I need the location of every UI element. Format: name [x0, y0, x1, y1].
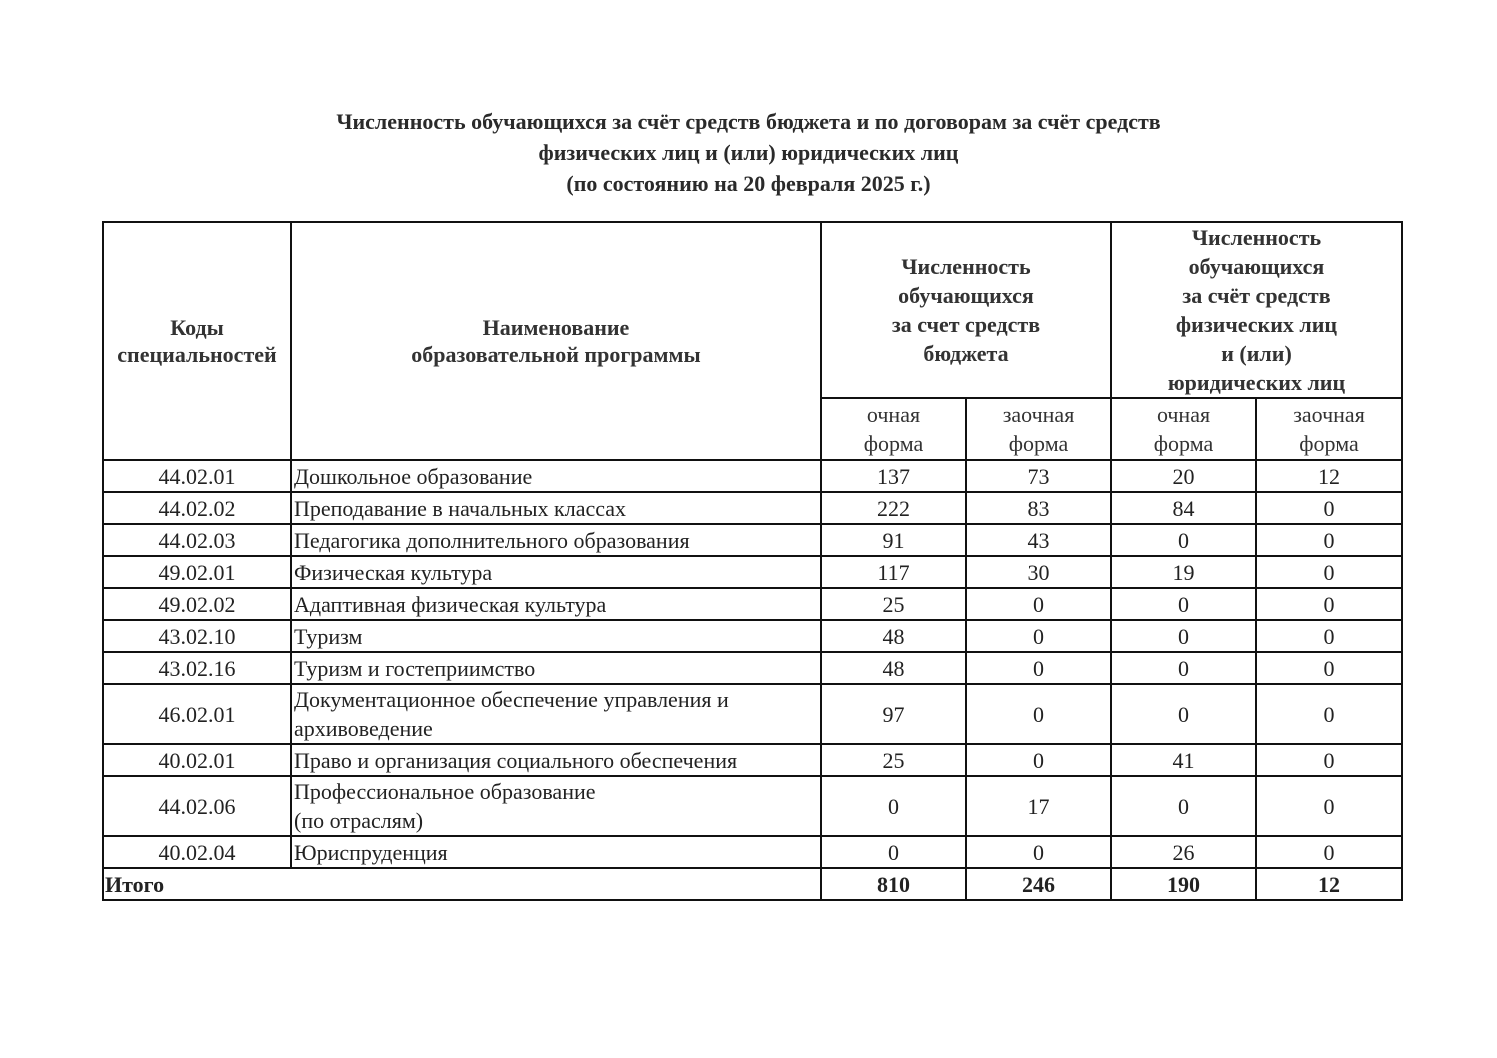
specialty-code: 43.02.16 — [103, 652, 291, 684]
program-name-line: Право и организация социального обеспечения — [294, 747, 738, 773]
header-paid-line: юридических лиц — [1167, 370, 1346, 395]
budget-part-time-count: 83 — [966, 492, 1111, 524]
budget-full-time-count: 48 — [821, 652, 966, 684]
total-row — [103, 868, 1402, 900]
header-name-line: Наименование — [482, 315, 630, 340]
budget-full-time-count: 137 — [821, 460, 966, 492]
table-row — [103, 684, 1402, 744]
total-paid-full-time: 190 — [1111, 868, 1256, 900]
table-row — [103, 744, 1402, 776]
paid-full-time-count: 19 — [1111, 556, 1256, 588]
program-name — [291, 524, 821, 556]
paid-part-time-count: 0 — [1256, 652, 1402, 684]
paid-part-time-count: 0 — [1256, 620, 1402, 652]
budget-part-time-count: 0 — [966, 836, 1111, 868]
paid-full-time-count: 41 — [1111, 744, 1256, 776]
budget-part-time-count: 30 — [966, 556, 1111, 588]
paid-full-time-count: 0 — [1111, 620, 1256, 652]
total-budget-full-time: 810 — [821, 868, 966, 900]
program-name-line: архивоведение — [294, 716, 433, 741]
budget-part-time-count: 0 — [966, 588, 1111, 620]
header-paid-line: Численность — [1191, 225, 1322, 250]
paid-part-time-count: 0 — [1256, 836, 1402, 868]
table-row — [103, 492, 1402, 524]
program-name — [291, 460, 821, 492]
program-name-line: Дошкольное образование — [294, 463, 533, 489]
paid-full-time-count: 0 — [1111, 524, 1256, 556]
program-name-line: Преподавание в начальных классах — [294, 495, 627, 521]
header-sub-line: форма — [1008, 431, 1069, 456]
program-name — [291, 776, 821, 836]
table-row — [103, 776, 1402, 836]
specialty-code: 44.02.06 — [103, 776, 291, 836]
header-sub-line: очная — [866, 402, 921, 427]
program-name — [291, 556, 821, 588]
budget-full-time-count: 25 — [821, 588, 966, 620]
header-program-name — [291, 222, 821, 460]
budget-full-time-count: 91 — [821, 524, 966, 556]
document-title — [0, 106, 1497, 199]
total-paid-part-time: 12 — [1256, 868, 1402, 900]
paid-part-time-count: 0 — [1256, 684, 1402, 744]
header-sub-line: очная — [1156, 402, 1211, 427]
header-paid-line: физических лиц — [1175, 312, 1338, 337]
program-name — [291, 588, 821, 620]
table-row — [103, 524, 1402, 556]
title-line-2: физических лиц и (или) юридических лиц — [538, 140, 959, 165]
program-name-line: Физическая культура — [294, 559, 493, 585]
table-row — [103, 460, 1402, 492]
budget-part-time-count: 43 — [966, 524, 1111, 556]
specialty-code: 43.02.10 — [103, 620, 291, 652]
paid-full-time-count: 0 — [1111, 588, 1256, 620]
program-name — [291, 492, 821, 524]
program-name — [291, 652, 821, 684]
students-table — [102, 221, 1403, 901]
header-codes-line: специальностей — [117, 342, 277, 367]
program-name — [291, 744, 821, 776]
table-row — [103, 588, 1402, 620]
paid-full-time-count: 0 — [1111, 652, 1256, 684]
program-name-line: Адаптивная физическая культура — [294, 591, 607, 617]
paid-part-time-count: 0 — [1256, 776, 1402, 836]
program-name-line: Юриспруденция — [294, 839, 448, 865]
header-sub-line: заочная — [1293, 402, 1365, 427]
program-name — [291, 836, 821, 868]
paid-part-time-count: 12 — [1256, 460, 1402, 492]
header-paid-line: за счёт средств — [1182, 283, 1331, 308]
specialty-code: 49.02.02 — [103, 588, 291, 620]
budget-part-time-count: 0 — [966, 684, 1111, 744]
paid-part-time-count: 0 — [1256, 556, 1402, 588]
specialty-code: 40.02.04 — [103, 836, 291, 868]
budget-full-time-count: 97 — [821, 684, 966, 744]
specialty-code: 49.02.01 — [103, 556, 291, 588]
budget-part-time-count: 0 — [966, 620, 1111, 652]
header-budget — [821, 222, 1111, 398]
header-paid — [1111, 222, 1402, 398]
header-paid-line: обучающихся — [1188, 254, 1325, 279]
header-paid-full-time — [1111, 398, 1256, 460]
budget-full-time-count: 25 — [821, 744, 966, 776]
header-paid-line: и (или) — [1221, 341, 1292, 366]
paid-full-time-count: 20 — [1111, 460, 1256, 492]
paid-part-time-count: 0 — [1256, 492, 1402, 524]
specialty-code: 44.02.02 — [103, 492, 291, 524]
header-name-line: образовательной программы — [411, 342, 701, 367]
header-sub-line: форма — [1153, 431, 1214, 456]
header-budget-line: за счет средств — [891, 312, 1041, 337]
table-row — [103, 556, 1402, 588]
budget-part-time-count: 17 — [966, 776, 1111, 836]
budget-part-time-count: 73 — [966, 460, 1111, 492]
paid-part-time-count: 0 — [1256, 744, 1402, 776]
header-paid-part-time — [1256, 398, 1402, 460]
header-budget-part-time — [966, 398, 1111, 460]
header-sub-line: форма — [1299, 431, 1359, 456]
table-row — [103, 652, 1402, 684]
header-budget-line: бюджета — [923, 341, 1009, 366]
total-label: Итого — [103, 868, 821, 900]
program-name-line: Туризм — [294, 623, 363, 649]
paid-full-time-count: 0 — [1111, 684, 1256, 744]
header-budget-line: обучающихся — [898, 283, 1034, 308]
budget-full-time-count: 48 — [821, 620, 966, 652]
program-name-line: (по отраслям) — [294, 808, 424, 833]
specialty-code: 46.02.01 — [103, 684, 291, 744]
program-name — [291, 684, 821, 744]
budget-full-time-count: 0 — [821, 776, 966, 836]
header-codes-line: Коды — [170, 315, 224, 340]
paid-part-time-count: 0 — [1256, 588, 1402, 620]
header-sub-line: форма — [863, 431, 924, 456]
program-name-line: Туризм и гостеприимство — [294, 655, 536, 681]
header-sub-line: заочная — [1002, 402, 1075, 427]
program-name — [291, 620, 821, 652]
specialty-code: 44.02.01 — [103, 460, 291, 492]
paid-full-time-count: 0 — [1111, 776, 1256, 836]
specialty-code: 44.02.03 — [103, 524, 291, 556]
paid-full-time-count: 26 — [1111, 836, 1256, 868]
budget-full-time-count: 117 — [821, 556, 966, 588]
table-row — [103, 836, 1402, 868]
budget-part-time-count: 0 — [966, 744, 1111, 776]
program-name-line: Профессиональное образование — [294, 779, 596, 804]
header-budget-full-time — [821, 398, 966, 460]
header-budget-line: Численность — [901, 254, 1031, 279]
title-line-1: Численность обучающихся за счёт средств бюджета и по договорам за счёт средств — [336, 109, 1161, 134]
program-name-line: Педагогика дополнительного образования — [294, 527, 690, 553]
program-name-line: Документационное обеспечение управления и — [294, 687, 729, 712]
paid-full-time-count: 84 — [1111, 492, 1256, 524]
budget-full-time-count: 0 — [821, 836, 966, 868]
total-budget-part-time: 246 — [966, 868, 1111, 900]
header-codes — [103, 222, 291, 460]
budget-full-time-count: 222 — [821, 492, 966, 524]
budget-part-time-count: 0 — [966, 652, 1111, 684]
specialty-code: 40.02.01 — [103, 744, 291, 776]
title-line-3: (по состоянию на 20 февраля 2025 г.) — [566, 171, 931, 196]
table-row — [103, 620, 1402, 652]
paid-part-time-count: 0 — [1256, 524, 1402, 556]
